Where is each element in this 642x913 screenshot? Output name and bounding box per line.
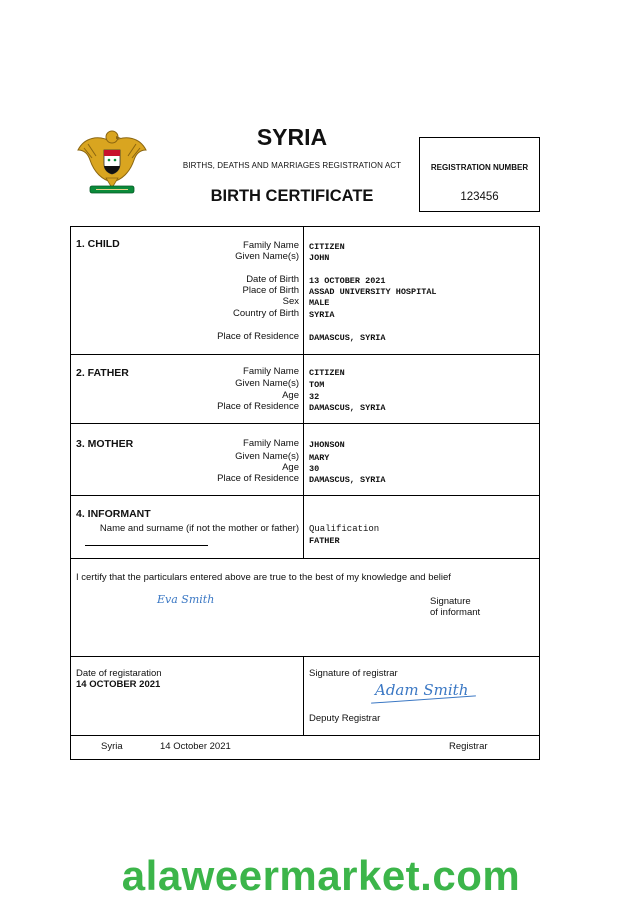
certificate-title: BIRTH CERTIFICATE bbox=[210, 187, 374, 205]
divider bbox=[71, 735, 539, 736]
registration-number-value: 123456 bbox=[460, 191, 499, 203]
country-title: SYRIA bbox=[256, 124, 328, 150]
child-given-names-label: Given Name(s) bbox=[235, 251, 299, 262]
mother-given-names: MARY bbox=[309, 453, 330, 463]
father-age: 32 bbox=[309, 392, 320, 402]
child-dob: 13 OCTOBER 2021 bbox=[309, 276, 386, 286]
father-given-names: TOM bbox=[309, 380, 325, 390]
mother-residence-label: Place of Residence bbox=[217, 473, 299, 484]
divider bbox=[71, 423, 539, 424]
signature-label-informant: of informant bbox=[430, 607, 481, 618]
section-father-heading: 2. FATHER bbox=[76, 367, 129, 379]
informant-name-label: Name and surname (if not the mother or father) bbox=[99, 523, 299, 534]
father-given-names-label: Given Name(s) bbox=[235, 378, 299, 389]
informant-name-line bbox=[85, 545, 208, 546]
child-residence-label: Place of Residence bbox=[217, 331, 299, 342]
registrar-signature-label: Signature of registrar bbox=[309, 668, 398, 679]
signature-label: Signature bbox=[430, 596, 471, 607]
footer-date: 14 October 2021 bbox=[160, 741, 231, 752]
mother-given-names-label: Given Name(s) bbox=[235, 451, 299, 462]
section-informant-heading: 4. INFORMANT bbox=[76, 508, 151, 520]
watermark-text: alaweermarket.com bbox=[121, 852, 521, 899]
child-sex: MALE bbox=[309, 298, 330, 308]
child-dob-label: Date of Birth bbox=[246, 274, 299, 285]
divider bbox=[71, 495, 539, 496]
father-age-label: Age bbox=[282, 390, 299, 401]
registration-act-title: BIRTHS, DEATHS AND MARRIAGES REGISTRATION ACT bbox=[182, 161, 402, 170]
child-pob: ASSAD UNIVERSITY HOSPITAL bbox=[309, 287, 437, 297]
father-residence: DAMASCUS, SYRIA bbox=[309, 403, 386, 413]
mother-age-label: Age bbox=[282, 462, 299, 473]
mother-family-name-label: Family Name bbox=[243, 438, 299, 449]
child-residence: DAMASCUS, SYRIA bbox=[309, 333, 386, 343]
father-family-name: CITIZEN bbox=[309, 368, 345, 378]
section-child-heading: 1. CHILD bbox=[76, 238, 120, 250]
registration-number-box bbox=[419, 137, 540, 212]
registration-number-label: REGISTRATION NUMBER bbox=[430, 163, 529, 172]
section-mother-heading: 3. MOTHER bbox=[76, 438, 134, 450]
deputy-registrar-label: Deputy Registrar bbox=[309, 713, 381, 724]
child-family-name: CITIZEN bbox=[309, 242, 345, 252]
divider bbox=[71, 656, 539, 657]
column-divider bbox=[303, 656, 304, 735]
father-family-name-label: Family Name bbox=[243, 366, 299, 377]
child-sex-label: Sex bbox=[282, 296, 299, 307]
child-country-label: Country of Birth bbox=[233, 308, 299, 319]
mother-residence: DAMASCUS, SYRIA bbox=[309, 475, 386, 485]
certification-statement: I certify that the particulars entered above are true to the best of my knowledge and belief bbox=[76, 572, 451, 583]
syrian-eagle-emblem bbox=[76, 128, 148, 198]
child-family-name-label: Family Name bbox=[243, 240, 299, 251]
child-country: SYRIA bbox=[309, 310, 335, 320]
footer-role: Registrar bbox=[449, 741, 488, 752]
registration-date: 14 OCTOBER 2021 bbox=[76, 679, 161, 690]
column-divider bbox=[303, 227, 304, 558]
qualification-label: Qualification bbox=[309, 524, 380, 534]
child-pob-label: Place of Birth bbox=[242, 285, 299, 296]
registrar-signature: Adam Smith bbox=[375, 681, 469, 699]
registration-date-label: Date of registaration bbox=[76, 668, 162, 679]
mother-age: 30 bbox=[309, 464, 320, 474]
footer-place: Syria bbox=[101, 741, 123, 752]
divider bbox=[71, 558, 539, 559]
certificate-form bbox=[70, 226, 540, 760]
informant-signature: Eva Smith bbox=[157, 593, 215, 606]
qualification-value: FATHER bbox=[309, 536, 340, 546]
divider bbox=[71, 354, 539, 355]
child-given-names: JOHN bbox=[309, 253, 330, 263]
mother-family-name: JHONSON bbox=[309, 440, 345, 450]
father-residence-label: Place of Residence bbox=[217, 401, 299, 412]
